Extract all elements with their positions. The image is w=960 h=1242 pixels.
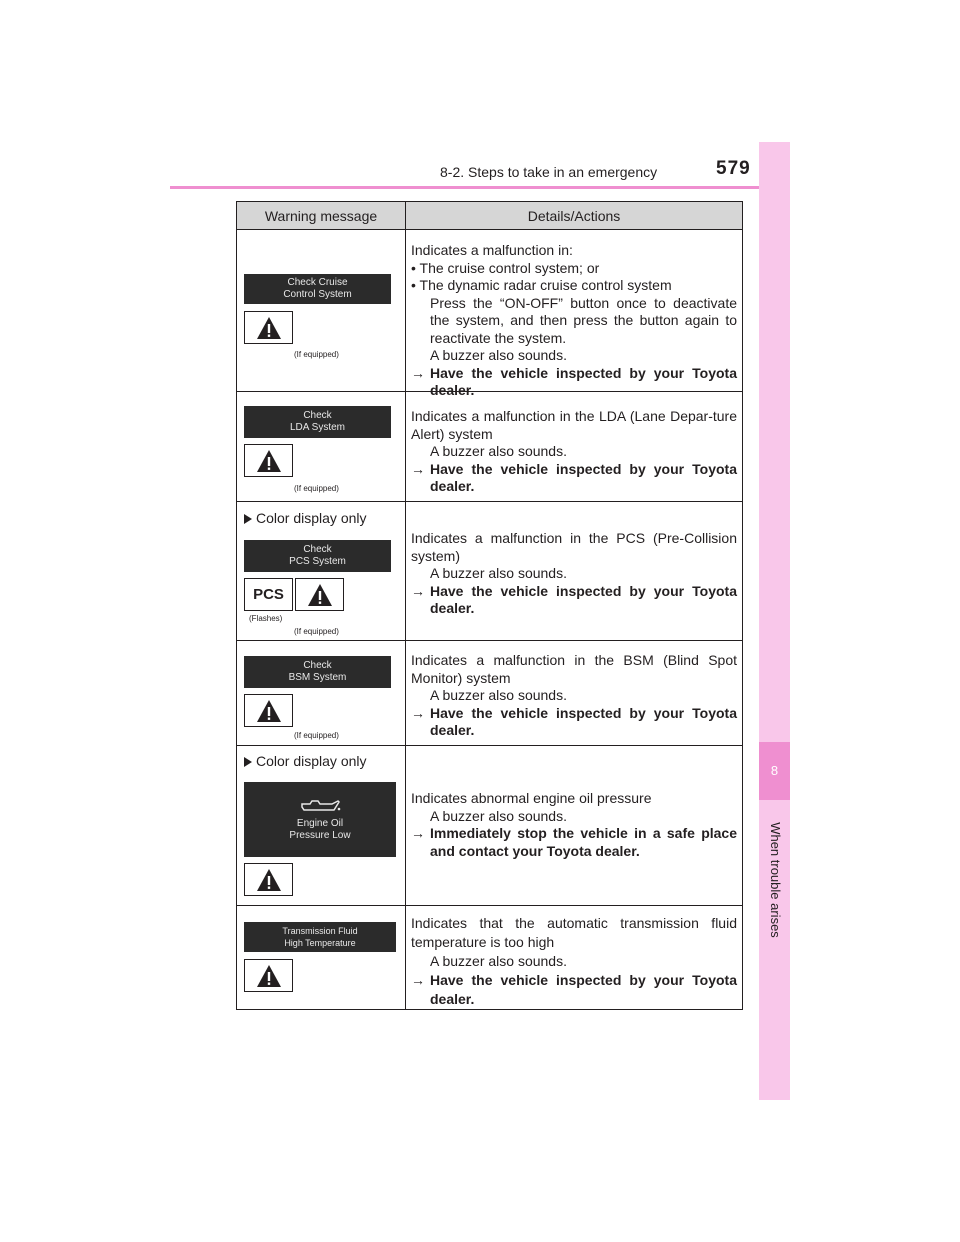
color-display-note: Color display only: [244, 510, 367, 526]
screen-line: BSM System: [288, 672, 347, 683]
pcs-indicator: PCS: [244, 578, 293, 611]
table-row: [237, 906, 742, 1009]
chapter-side-tab: [759, 142, 790, 1100]
table-row: [237, 746, 742, 906]
screen-line: LDA System: [289, 422, 346, 433]
column-header-warning: Warning message: [237, 202, 406, 229]
warning-triangle-icon: [244, 694, 293, 727]
chapter-label: When trouble arises: [768, 822, 783, 938]
warning-triangle-icon: [244, 959, 293, 992]
table-row: [237, 392, 742, 502]
details-text: Indicates a malfunction in the PCS (Pre-Collision system) A buzzer also sounds. → Have the vehicle inspected by your Toyota dealer.: [411, 530, 737, 616]
message-screen: [244, 540, 391, 572]
message-screen: [244, 782, 396, 857]
column-header-details: Details/Actions: [527, 208, 621, 224]
section-title: 8-2. Steps to take in an emergency: [440, 164, 658, 180]
screen-line: PCS System: [289, 556, 346, 567]
header-rule: [170, 186, 790, 189]
screen-line: Check: [303, 544, 332, 555]
triangle-bullet-icon: [244, 514, 252, 524]
warning-table: [236, 201, 743, 1010]
action-text: → Have the vehicle inspected by your Toyota dealer.: [411, 582, 737, 616]
screen-line: Check: [303, 410, 332, 421]
action-text: → Have the vehicle inspected by your Toyota dealer.: [411, 704, 737, 738]
screen-line: Engine Oil: [296, 817, 344, 829]
details-text: Indicates a malfunction in the BSM (Blind Spot Monitor) system A buzzer also sounds. → Have the vehicle inspected by your Toyota dealer.: [411, 652, 737, 738]
screen-line: Transmission Fluid: [282, 926, 358, 936]
warning-triangle-icon: [244, 311, 293, 344]
page-number: 579: [716, 158, 751, 179]
message-screen: [244, 406, 391, 438]
screen-line: Pressure Low: [289, 829, 351, 841]
color-display-note: Color display only: [244, 753, 367, 769]
details-text: Indicates a malfunction in: • The cruise control system; or • The dynamic radar cruise control system Press the “ON-OFF” button once to deactivate the system, and then press the button again to reactivate the system. A buzzer also sounds. → Have the vehicle inspected by your Toyota dealer.: [411, 242, 737, 398]
message-screen: [244, 656, 391, 688]
action-text: → Immediately stop the vehicle in a safe place and contact your Toyota dealer.: [411, 825, 737, 859]
triangle-bullet-icon: [244, 757, 252, 767]
action-text: → Have the vehicle inspected by your Toyota dealer.: [411, 460, 737, 494]
table-row: [237, 502, 742, 641]
if-equipped-note: (If equipped): [294, 350, 339, 359]
if-equipped-note: (If equipped): [294, 731, 339, 740]
warning-triangle-icon: [244, 444, 293, 477]
screen-line: Control System: [283, 289, 352, 300]
details-text: Indicates a malfunction in the LDA (Lane Depar-ture Alert) system A buzzer also sounds. → Have the vehicle inspected by your Toyota dealer.: [411, 408, 737, 494]
flashes-note: (Flashes): [249, 614, 283, 623]
action-text: → Have the vehicle inspected by your Toyota dealer.: [411, 972, 737, 1007]
screen-line: High Temperature: [284, 938, 356, 948]
screen-line: Check: [303, 660, 332, 671]
message-screen: [244, 922, 396, 952]
chapter-number: 8: [759, 742, 790, 800]
message-screen: [244, 274, 391, 304]
screen-line: Check Cruise: [287, 277, 348, 288]
table-header: [237, 202, 742, 230]
action-text: → Have the vehicle inspected by your Toyota dealer.: [411, 364, 737, 398]
if-equipped-note: (If equipped): [294, 627, 339, 636]
details-text: Indicates that the automatic transmission fluid temperature is too high A buzzer also sounds. → Have the vehicle inspected by your Toyota dealer.: [411, 915, 737, 1007]
if-equipped-note: (If equipped): [294, 484, 339, 493]
details-text: Indicates abnormal engine oil pressure A buzzer also sounds. → Immediately stop the vehicle in a safe place and contact your Toyota dealer.: [411, 790, 737, 859]
table-row: [237, 230, 742, 398]
chapter-label-wrapper: [765, 822, 785, 938]
warning-triangle-icon: [295, 578, 344, 611]
oil-can-icon: [298, 798, 342, 814]
warning-triangle-icon: [244, 863, 293, 896]
table-row: [237, 641, 742, 746]
